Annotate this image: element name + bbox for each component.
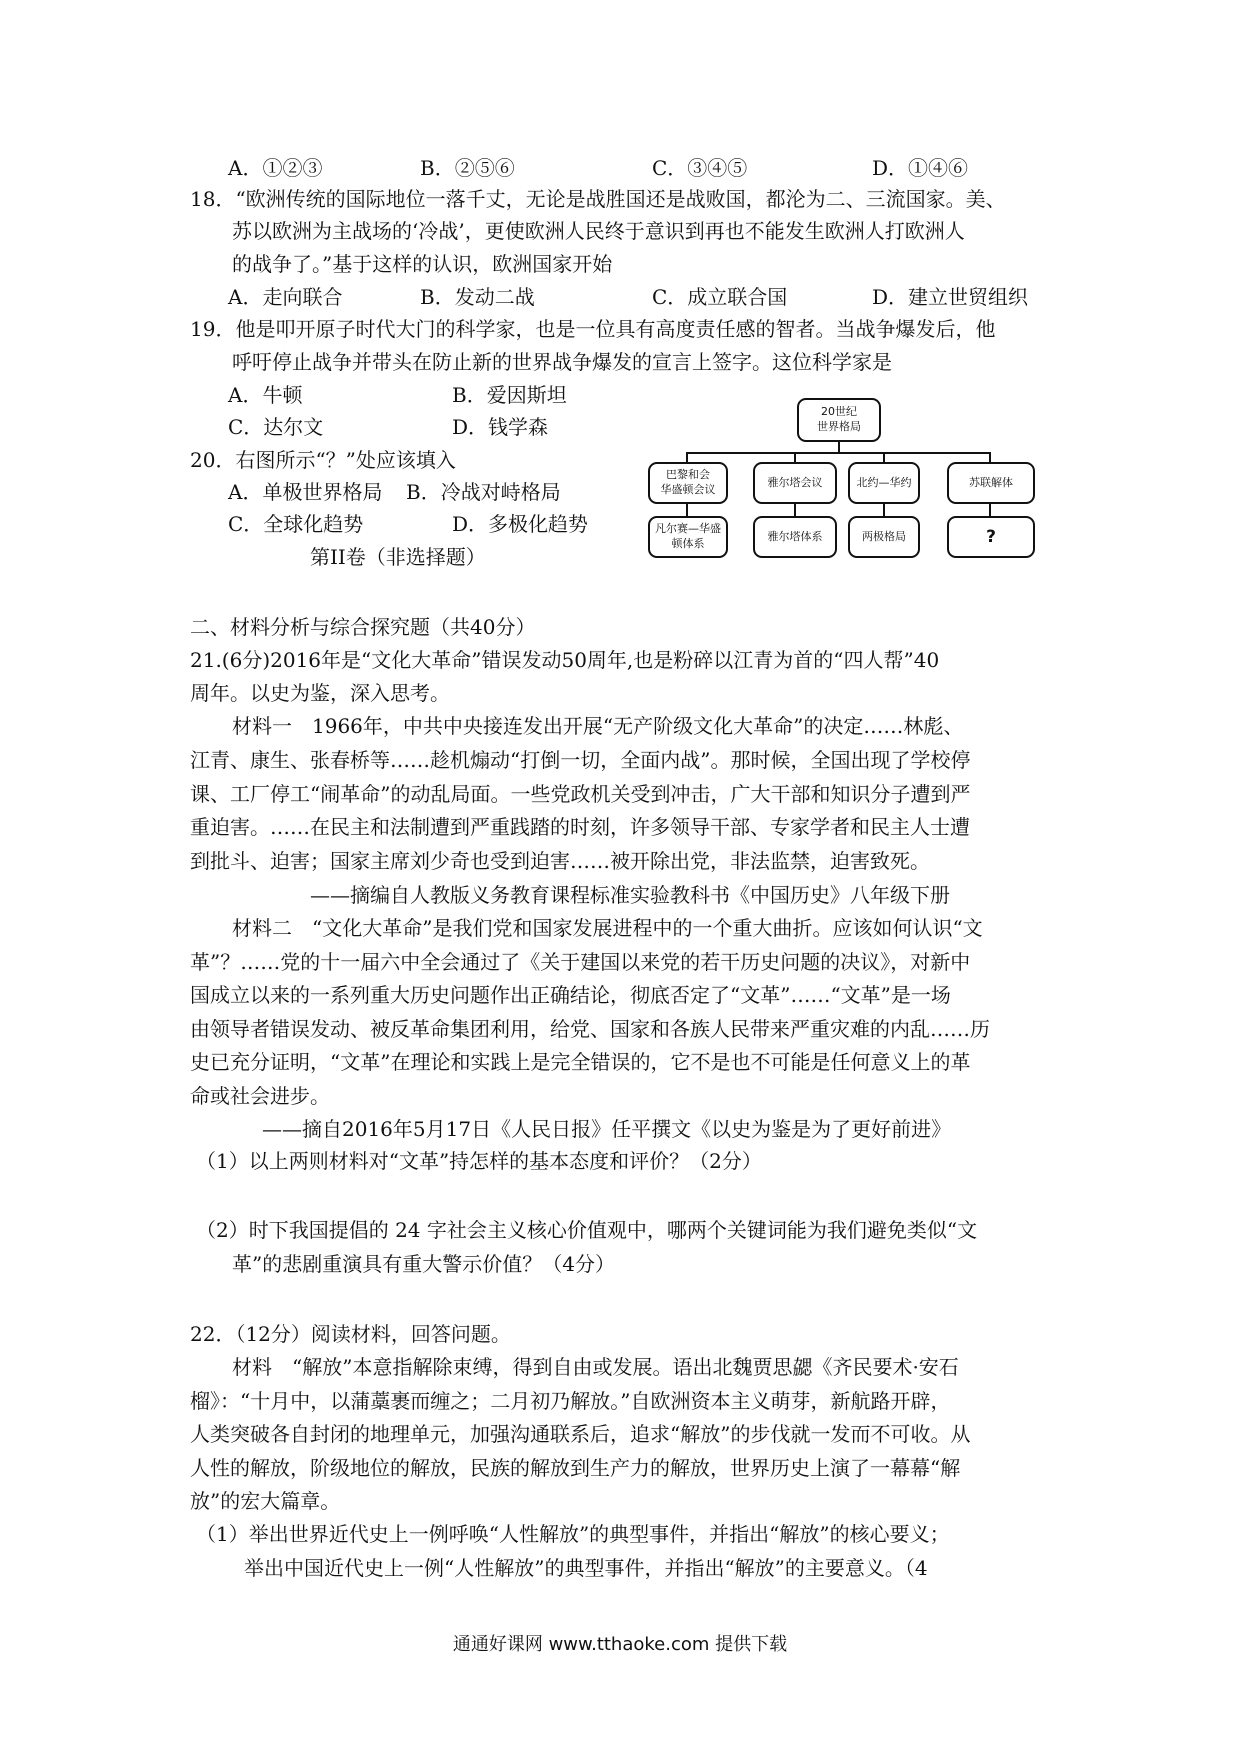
q21-material-2-line: 由领导者错误发动、被反革命集团利用，给党、国家和各族人民带来严重灾难的内乱……历 <box>190 1017 990 1041</box>
q21-material-1-line: 课、工厂停工“闹革命”的动乱局面。一些党政机关受到冲击，广大干部和知识分子遭到严 <box>190 782 971 806</box>
q21-line: 21.(6分)2016年是“文化大革命”错误发动50周年,也是粉碎以江青为首的“四人帮”40 <box>190 648 940 672</box>
q21-material-1-line: 到批斗、迫害；国家主席刘少奇也受到迫害……被开除出党，非法监禁，迫害致死。 <box>190 849 930 873</box>
diagram-node-yalta-conference: 雅尔塔会议 <box>753 462 837 504</box>
section-ii-heading: 二、材料分析与综合探究题（共40分） <box>190 615 536 639</box>
q17-option-c: C．③④⑤ <box>652 156 748 180</box>
q21-sub-question-2-cont: 革”的悲剧重演具有重大警示价值？（4分） <box>232 1252 615 1276</box>
page-footer: 通通好课网 www.tthaoke.com 提供下载 <box>452 1634 788 1655</box>
diagram-node-soviet-collapse: 苏联解体 <box>947 462 1035 504</box>
q19-line: 19．他是叩开原子时代大门的科学家，也是一位具有高度责任感的智者。当战争爆发后，他 <box>190 317 996 341</box>
q18-line: 18．“欧洲传统的国际地位一落千丈，无论是战胜国还是战败国，都沦为二、三流国家。美、 <box>190 187 1006 211</box>
q22-material-line: 榴》：“十月中，以蒲藁裹而缠之；二月初乃解放。”自欧洲资本主义萌芽，新航路开辟， <box>190 1389 951 1413</box>
q21-material-2-line: 命或社会进步。 <box>190 1084 330 1108</box>
q21-material-2-line: 材料二 “文化大革命”是我们党和国家发展进程中的一个重大曲折。应该如何认识“文 <box>232 916 983 940</box>
q17-option-d: D．①④⑥ <box>872 156 969 180</box>
q22-sub-question-1: （1）举出世界近代史上一例呼唤“人性解放”的典型事件，并指出“解放”的核心要义； <box>196 1522 950 1546</box>
q22-material-line: 放”的宏大篇章。 <box>190 1489 341 1513</box>
q20-stem: 20．右图所示“？”处应该填入 <box>190 448 456 472</box>
q21-material-1-source: ——摘编自人教版义务教育课程标准实验教科书《中国历史》八年级下册 <box>310 883 950 907</box>
q22-title: 22．（12分）阅读材料，回答问题。 <box>190 1322 511 1346</box>
q20-option-a: A．单极世界格局 <box>228 480 383 504</box>
q18-line: 的战争了。”基于这样的认识，欧洲国家开始 <box>232 252 613 276</box>
q21-material-1-line: 材料一 1966年，中共中央接连发出开展“无产阶级文化大革命”的决定……林彪、 <box>232 714 964 738</box>
diagram-node-paris-washington: 巴黎和会 华盛顿会议 <box>648 462 728 504</box>
diagram-root: 20世纪 世界格局 <box>797 398 881 442</box>
q20-option-d: D．多极化趋势 <box>452 512 589 536</box>
q19-option-b: B．爱因斯坦 <box>452 383 567 407</box>
q21-material-2-source: ——摘自2016年5月17日《人民日报》任平撰文《以史为鉴是为了更好前进》 <box>262 1117 952 1141</box>
q19-option-d: D．钱学森 <box>452 415 549 439</box>
q20-option-c: C．全球化趋势 <box>228 512 364 536</box>
q21-material-2-line: 史已充分证明，“文革”在理论和实践上是完全错误的，它不是也不可能是任何意义上的革 <box>190 1050 971 1074</box>
q17-option-b: B．②⑤⑥ <box>420 156 515 180</box>
q21-sub-question-2: （2）时下我国提倡的 24 字社会主义核心价值观中，哪两个关键词能为我们避免类似“文 <box>196 1218 978 1242</box>
q21-material-2-line: 革”？……党的十一届六中全会通过了《关于建国以来党的若干历史问题的决议》，对新中 <box>190 950 971 974</box>
diagram-node-nato-warsaw: 北约—华约 <box>848 462 920 504</box>
q21-material-1-line: 重迫害。……在民主和法制遭到严重践踏的时刻，许多领导干部、专家学者和民主人士遭 <box>190 815 970 839</box>
diagram-node-yalta-system: 雅尔塔体系 <box>753 516 837 558</box>
q22-sub-question-1-cont: 举出中国近代史上一例“人性解放”的典型事件，并指出“解放”的主要意义。（4 <box>244 1556 928 1580</box>
q22-material-line: 人性的解放，阶级地位的解放，民族的解放到生产力的解放，世界历史上演了一幕幕“解 <box>190 1456 961 1480</box>
q19-option-c: C．达尔文 <box>228 415 324 439</box>
world-pattern-diagram <box>640 390 1040 570</box>
q18-option-b: B．发动二战 <box>420 285 535 309</box>
q18-option-d: D．建立世贸组织 <box>872 285 1029 309</box>
q19-line: 呼吁停止战争并带头在防止新的世界战争爆发的宣言上签字。这位科学家是 <box>232 350 892 374</box>
q17-option-a: A．①②③ <box>228 156 323 180</box>
q21-material-2-line: 国成立以来的一系列重大历史问题作出正确结论，彻底否定了“文革”……“文革”是一场 <box>190 983 951 1007</box>
q18-line: 苏以欧洲为主战场的‘冷战’，更使欧洲人民终于意识到再也不能发生欧洲人打欧洲人 <box>232 219 965 243</box>
q22-material-line: 材料 “解放”本意指解除束缚，得到自由或发展。语出北魏贾思勰《齐民要术·安石 <box>232 1355 959 1379</box>
q21-sub-question-1: （1）以上两则材料对“文革”持怎样的基本态度和评价？（2分） <box>196 1149 762 1173</box>
diagram-node-versailles-washington-system: 凡尔赛—华盛 顿体系 <box>648 516 728 558</box>
q21-line: 周年。以史为鉴，深入思考。 <box>190 681 450 705</box>
diagram-node-bipolar: 两极格局 <box>848 516 920 558</box>
diagram-node-question: ? <box>947 516 1035 558</box>
volume-ii-heading: 第II卷（非选择题） <box>310 545 486 569</box>
q18-option-c: C．成立联合国 <box>652 285 788 309</box>
q20-option-b: B．冷战对峙格局 <box>406 480 561 504</box>
q22-material-line: 人类突破各自封闭的地理单元，加强沟通联系后，追求“解放”的步伐就一发而不可收。从 <box>190 1422 971 1446</box>
q18-option-a: A．走向联合 <box>228 285 343 309</box>
q19-option-a: A．牛顿 <box>228 383 303 407</box>
q21-material-1-line: 江青、康生、张春桥等……趁机煽动“打倒一切，全面内战”。那时候，全国出现了学校停 <box>190 748 971 772</box>
